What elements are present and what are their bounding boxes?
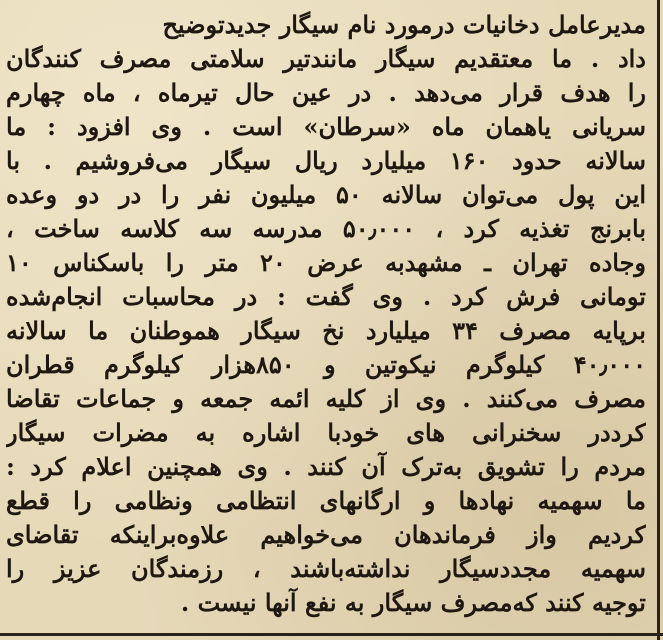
article-line-10: برپایه مصرف ۳۴ میلیارد نخ سیگار هموطنان ما سالانه [6,316,646,345]
article-line-11: ۴۰٫۰۰۰ کیلوگرم نیکوتین و ۸۵۰هزار کیلوگرم قطران [6,350,646,379]
article-line-3: را هدف قرار می‌دهد . در عین حال تیرماه ، ماه چهارم [6,78,646,107]
article-line-14: مردم را تشویق به‌ترک آن کنند . وی همچنین اعلام کرد : [6,452,646,481]
article-body [6,6,646,624]
article-line-15: ما سهمیه نهادها و ارگانهای انتظامی ونظامی را قطع [6,486,646,515]
article-line-1: مدیرعامل دخانیات درمورد نام سیگار جدیدتوضیح [162,10,646,39]
article-line-17: سهمیه مجددسیگار نداشته‌باشند ، رزمندگان عزیز را [6,554,646,583]
clipping-bottom-edge [0,633,663,636]
article-line-18: توجیه کنند که‌مصرف سیگار به نفع آنها نیست . [180,588,646,617]
article-line-5: سالانه حدود ۱۶۰ میلیارد ریال سیگار می‌فروشیم . با [6,146,646,175]
article-line-12: مصرف می‌کنند . وی از کلیه ائمه جمعه و جماعات تقاضا [6,384,646,413]
article-line-2: داد . ما معتقدیم سیگار مانندتیر سلامتی مصرف کنندگان [6,44,646,73]
article-line-16: کردیم واز فرماندهان می‌خواهیم علاوه‌براینکه تقاضای [6,520,646,549]
article-line-13: کرددر سخنرانی های خودبا اشاره به مضرات سیگار [6,418,646,447]
article-line-7: بابرنج تغذیه کرد ، ۵۰٫۰۰۰ مدرسه سه کلاسه ساخت ، [6,214,646,243]
article-line-8: وجاده تهران ـ مشهدبه عرض ۲۰ متر را باسکناس ۱۰ [6,248,646,277]
article-line-6: این پول می‌توان سالانه ۵۰ میلیون نفر را در دو وعده [6,180,646,209]
article-line-4: سریانی یاهمان ماه «سرطان» است . وی افزود : ما [6,112,646,141]
article-line-9: تومانی فرش کرد . وی گفت : در محاسبات انجام‌شده [6,282,646,311]
clipping-right-edge [657,0,660,640]
